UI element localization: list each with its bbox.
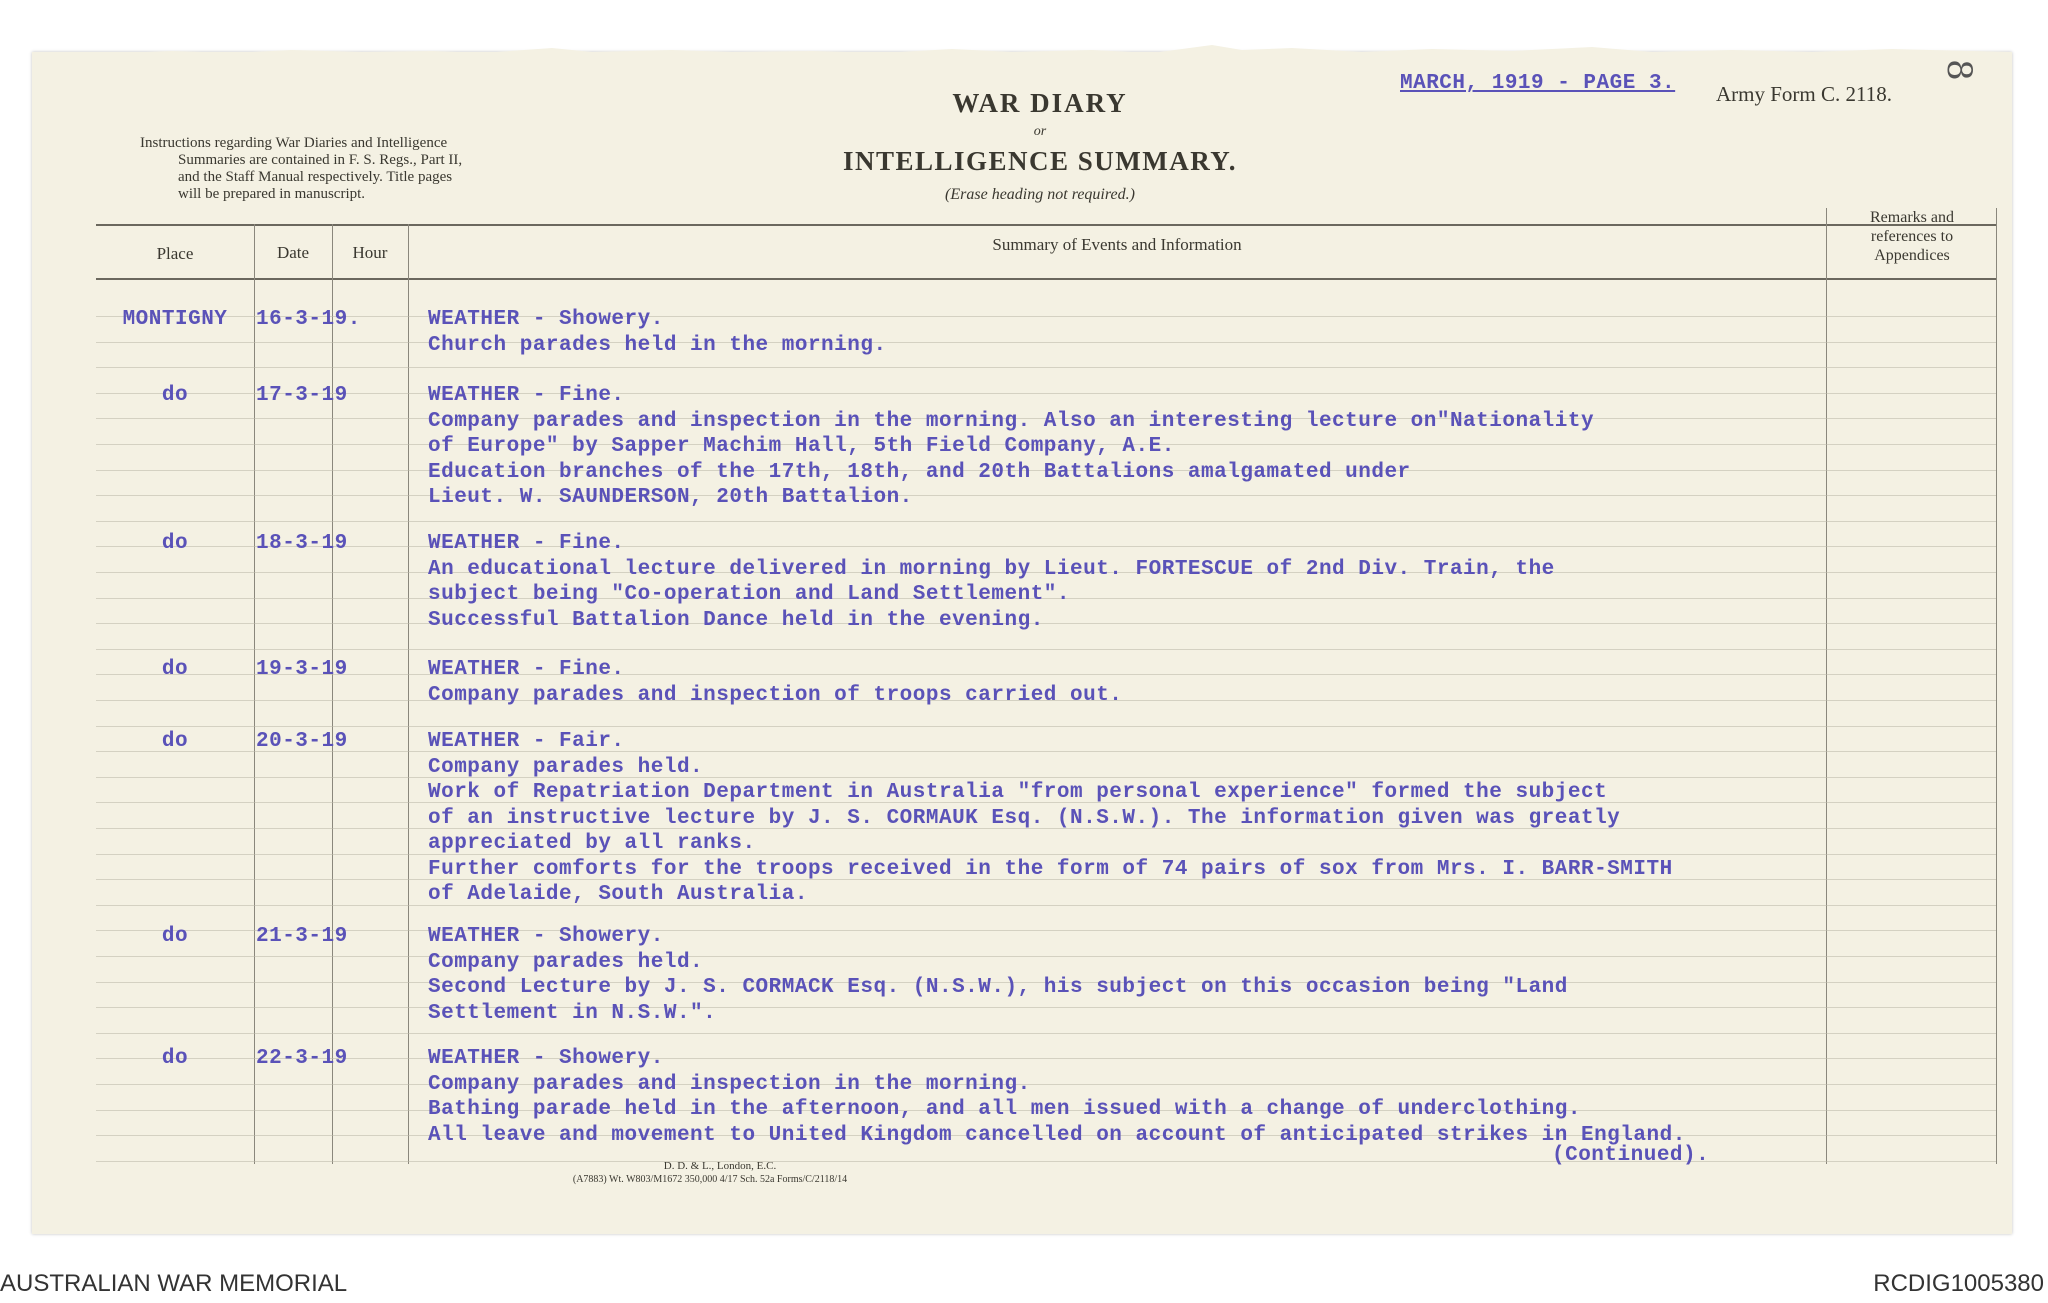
entry-text-line: Successful Battalion Dance held in the evening. bbox=[428, 608, 1044, 632]
entry-text-line: Company parades held. bbox=[428, 755, 704, 779]
ruled-line bbox=[96, 495, 1996, 496]
column-header-summary: Summary of Events and Information bbox=[992, 235, 1242, 254]
continued-note: (Continued). bbox=[1552, 1144, 1710, 1167]
instructions-line: will be prepared in manuscript. bbox=[178, 186, 366, 202]
title-war-diary: WAR DIARY bbox=[952, 88, 1128, 118]
col-divider-hour bbox=[408, 224, 409, 1164]
ruled-line bbox=[96, 521, 1996, 522]
entry-text-line: of an instructive lecture by J. S. CORMAUK Esq. (N.S.W.). The information given was greatly bbox=[428, 806, 1621, 830]
entry-date: 16-3-19. bbox=[256, 308, 361, 331]
entry-date: 17-3-19 bbox=[256, 384, 348, 407]
entry-text-line: All leave and movement to United Kingdom cancelled on account of anticipated strikes in England. bbox=[428, 1123, 1686, 1147]
ruled-line bbox=[96, 316, 1996, 317]
torn-edge bbox=[32, 40, 2012, 64]
table-top-rule bbox=[96, 224, 1996, 226]
entry-place: do bbox=[161, 1047, 189, 1070]
col-divider-right bbox=[1996, 208, 1997, 1164]
instructions-line: and the Staff Manual respectively. Title pages bbox=[178, 169, 453, 185]
entry-text-line: Work of Repatriation Department in Australia "from personal experience" formed the subject bbox=[428, 781, 1608, 804]
entry-place: do bbox=[161, 658, 189, 681]
ruled-line bbox=[96, 1058, 1996, 1059]
entry-weather: WEATHER - Fine. bbox=[428, 658, 625, 681]
ruled-line bbox=[96, 854, 1996, 855]
instructions-line: Instructions regarding War Diaries and Intelligence bbox=[140, 135, 448, 151]
col-divider-place bbox=[254, 224, 255, 1164]
erase-note: (Erase heading not required.) bbox=[945, 186, 1135, 203]
entry-text-line: An educational lecture delivered in morning by Lieut. FORTESCUE of 2nd Div. Train, the bbox=[428, 557, 1555, 581]
entry-date: 18-3-19 bbox=[256, 532, 348, 555]
ruled-line bbox=[96, 1161, 1996, 1162]
entry-text-line: Second Lecture by J. S. CORMACK Esq. (N.S.W.), his subject on this occasion being "Land bbox=[428, 976, 1568, 999]
instructions-block bbox=[140, 135, 600, 203]
remarks-header-line: references to bbox=[1870, 228, 1954, 245]
entry-text-line: Bathing parade held in the afternoon, and all men issued with a change of underclothing. bbox=[428, 1098, 1581, 1121]
entry-text-line: subject being "Co-operation and Land Settlement". bbox=[428, 583, 1071, 606]
ruled-line bbox=[96, 956, 1996, 957]
ruled-line bbox=[96, 905, 1996, 906]
entry-place: do bbox=[161, 532, 189, 555]
column-header-hour: Hour bbox=[352, 243, 388, 262]
entry-text-line: Further comforts for the troops received in the form of 74 pairs of sox from Mrs. I. BARR-SMITH bbox=[428, 857, 1673, 881]
entry-text-line: Company parades and inspection of troops carried out. bbox=[428, 683, 1123, 707]
entry-date: 22-3-19 bbox=[256, 1047, 348, 1070]
entry-text-line: of Adelaide, South Australia. bbox=[428, 883, 808, 906]
entry-weather: WEATHER - Showery. bbox=[428, 925, 664, 948]
ruled-line bbox=[96, 1084, 1996, 1085]
entry-place: do bbox=[161, 384, 189, 407]
entry-text-line: appreciated by all ranks. bbox=[428, 832, 756, 855]
ruled-line bbox=[96, 546, 1996, 547]
column-header-date: Date bbox=[276, 243, 310, 262]
entry-date: 19-3-19 bbox=[256, 658, 348, 681]
printer-imprint-line1: D. D. & L., London, E.C. bbox=[663, 1160, 777, 1172]
entry-date: 20-3-19 bbox=[256, 730, 348, 753]
entry-text-line: of Europe" by Sapper Machim Hall, 5th Field Company, A.E. bbox=[428, 435, 1175, 458]
entry-text-line: Education branches of the 17th, 18th, and 20th Battalions amalgamated under bbox=[428, 460, 1411, 484]
ruled-line bbox=[96, 393, 1996, 394]
entry-text-line: Settlement in N.S.W.". bbox=[428, 1001, 717, 1025]
entry-weather: WEATHER - Fair. bbox=[428, 730, 625, 753]
ruled-line bbox=[96, 674, 1996, 675]
entry-place: MONTIGNY bbox=[122, 308, 228, 331]
footer-record-id: RCDIG1005380 bbox=[1873, 1270, 2044, 1297]
entry-place: do bbox=[161, 925, 189, 948]
entry-weather: WEATHER - Showery. bbox=[428, 1047, 664, 1070]
army-form-label: Army Form C. 2118. bbox=[1716, 82, 1892, 106]
ruled-line bbox=[96, 367, 1996, 368]
entry-weather: WEATHER - Fine. bbox=[428, 532, 625, 555]
ruled-line bbox=[96, 1033, 1996, 1034]
printer-imprint-line2: (A7883) Wt. W803/M1672 350,000 4/17 Sch. 52a Forms/C/2118/14 bbox=[572, 1174, 848, 1185]
column-header-remarks bbox=[1830, 208, 1994, 265]
title-or: or bbox=[1033, 124, 1047, 139]
ruled-line bbox=[96, 1007, 1996, 1008]
instructions-line: Summaries are contained in F. S. Regs., Part II, bbox=[178, 152, 463, 168]
entry-place: do bbox=[161, 730, 189, 753]
column-header-place: Place bbox=[156, 244, 194, 263]
col-divider-date bbox=[332, 224, 333, 1164]
entry-text-line: Company parades and inspection in the morning. bbox=[428, 1072, 1031, 1096]
entry-weather: WEATHER - Showery. bbox=[428, 308, 664, 331]
ruled-line bbox=[96, 930, 1996, 931]
page-reference: MARCH, 1919 - PAGE 3. bbox=[1400, 72, 1676, 95]
remarks-header-line: Appendices bbox=[1874, 247, 1950, 264]
entry-text-line: Company parades and inspection in the morning. Also an interesting lecture on"Nationality bbox=[428, 409, 1595, 433]
handwritten-page-number: 8 bbox=[1938, 59, 1979, 81]
entry-text-line: Lieut. W. SAUNDERSON, 20th Battalion. bbox=[428, 486, 913, 509]
remarks-header-line: Remarks and bbox=[1870, 209, 1954, 226]
ruled-line bbox=[96, 342, 1996, 343]
ruled-line bbox=[96, 777, 1996, 778]
col-divider-remarks bbox=[1826, 208, 1827, 1164]
ruled-line bbox=[96, 751, 1996, 752]
title-intelligence-summary: INTELLIGENCE SUMMARY. bbox=[842, 146, 1238, 176]
entry-text-line: Church parades held in the morning. bbox=[428, 333, 887, 357]
table-header-rule bbox=[96, 278, 1996, 280]
footer-archive-name: AUSTRALIAN WAR MEMORIAL bbox=[0, 1270, 348, 1297]
ruled-line bbox=[96, 726, 1996, 727]
entry-text-line: Company parades held. bbox=[428, 950, 704, 974]
ruled-line bbox=[96, 623, 1996, 624]
ruled-line bbox=[96, 649, 1996, 650]
entry-weather: WEATHER - Fine. bbox=[428, 384, 625, 407]
entry-date: 21-3-19 bbox=[256, 925, 348, 948]
